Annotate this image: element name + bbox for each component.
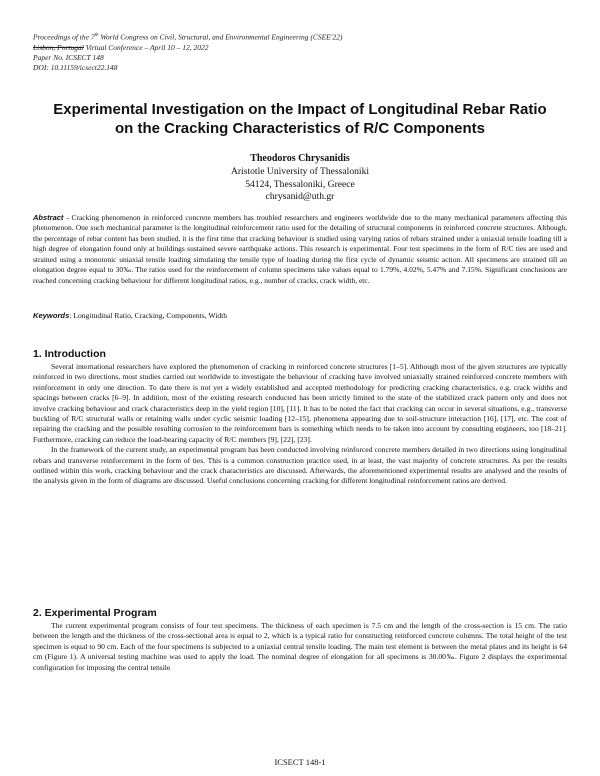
author-address: 54124, Thessaloniki, Greece	[245, 178, 355, 190]
section-heading-experimental-program: 2. Experimental Program	[33, 607, 157, 619]
conference-location: Lisbon, Portugal Virtual Conference – April 10 – 12, 2022	[33, 42, 209, 52]
page-footer: ICSECT 148-1	[274, 757, 326, 767]
abstract-label: Abstract	[33, 213, 64, 222]
keywords	[33, 311, 567, 321]
section-heading-introduction: 1. Introduction	[33, 348, 106, 360]
doi: DOI: 10.11159/icsect22.148	[33, 63, 118, 73]
experimental-program-paragraph-1: The current experimental program consists of four test specimens. The thickness of each specimen is 7.5 cm and the length of the cross-section is 15 cm. The ratio between the length and the thickness of the cross-sectional area is equal to 2, which is a typical ratio for constructing reinforced concrete columns. The total height of the test specimen is equal to 90 cm. Each of the four specimens is subjected to a uniaxial central tensile loading. The main test element is between the metal plates and its height is 64 cm (Figure 1). A universal testing machine was used to apply the load. The nominal degree of elongation for all specimens is 30.00‰. Figure 2 displays the experimental configuration for imposing the central tensile	[33, 621, 567, 672]
abstract	[33, 213, 567, 286]
proceedings-title: Proceedings of the 7th World Congress on Civil, Structural, and Environmental Engineering (CSEE'22)	[33, 32, 343, 42]
proceedings-header	[33, 31, 513, 73]
keywords-text: : Longitudinal Ratio, Cracking, Components, Width	[69, 311, 228, 320]
introduction-body	[33, 362, 567, 487]
introduction-paragraph-1: Several international researchers have explored the phenomenon of cracking in reinforced concrete structures [1–5]. Although most of the given structures are typically reinforced in two directions, most studies carried out worldwide to investigate the behaviour of cracking have involved uniaxially strained reinforced concrete members with reinforcement in only one direction. To date there is not yet a widely established and accepted methodology for predicting cracking characteristics, e.g. crack widths and spacings between cracks [6–9]. In addition, most of the existing research conducted has been strictly limited to the state of the stabilized crack pattern only and does not involve cracking behaviour and crack characteristics deep in the yield region [10], [11]. It has to be noted the fact that cracking can occur in several situations, e.g., transverse buckling of R/C structural walls or retaining walls under cyclic seismic loading [12–15], phenomena appearing due to soil-structure interaction [16], [17], etc. The cost of repairing the cracking and the possible resulting corrosion to the reinforcement bars is something which needs to be taken into account by consulting engineers, too [18–21]. Furthermore, cracking can reduce the load-bearing capacity of R/C members [9], [22], [23].	[33, 362, 567, 444]
paper-title-line-1: Experimental Investigation on the Impact of Longitudinal Rebar Ratio	[53, 101, 547, 118]
introduction-paragraph-2: In the framework of the current study, an experimental program has been conducted involving reinforced concrete members detailed in two directions using longitudinal rebars and transverse reinforcement in the form of ties. This is a common construction practice used, in at least, the vast majority of concrete structures. As per the results outlined within this work, cracking behaviour and the crack characteristics are discussed. Afterwards, the aforementioned experimental results are analysed and the results of the analysis given in the form of diagrams are discussed. Useful conclusions concerning cracking for different longitudinal reinforcement ratios are derived.	[33, 445, 567, 486]
struck-location: Lisbon, Portugal	[33, 42, 84, 52]
paper-title-line-2: on the Cracking Characteristics of R/C Components	[114, 120, 486, 137]
author-email: chrysanid@uth.gr	[265, 191, 335, 203]
author-affiliation: Aristotle University of Thessaloniki	[230, 165, 370, 177]
paper-title	[40, 100, 560, 138]
author-block	[150, 153, 450, 204]
experimental-program-body	[33, 621, 567, 673]
author-name: Theodoros Chrysanidis	[250, 153, 350, 164]
abstract-text: - Cracking phenomenon in reinforced concrete members has troubled researchers and engineers worldwide due to the many mechanical parameters affecting this phenomenon. One such mechanical parameter is the longitudinal reinforcement ratio used for the detailing of structural components in reinforced concrete structures. Although, the percentage of rebar content has been studied, it is the first time that cracking behaviour is studied using varying ratios of rebars strained under a uniaxial tensile loading till a high degree of elongation found only at buildings sustained severe earthquake actions. This research is experimental. Four test specimens in the form of R/C ties are used and strained using a monotonic uniaxial tensile loading simulating the tensile type of loading during the first cycle of dynamic seismic action. All specimens are strained till an elongation degree equal to 30‰. The ratios used for the reinforcement of column specimens take values equal to 1.79%, 4.02%, 5.47% and 7.15%. Significant conclusions are reached concerning cracking behaviour for different longitudinal ratios, e.g., number of cracks, crack width, etc.	[33, 213, 567, 285]
paper-number: Paper No. ICSECT 148	[33, 52, 104, 62]
keywords-label: Keywords	[33, 311, 70, 320]
